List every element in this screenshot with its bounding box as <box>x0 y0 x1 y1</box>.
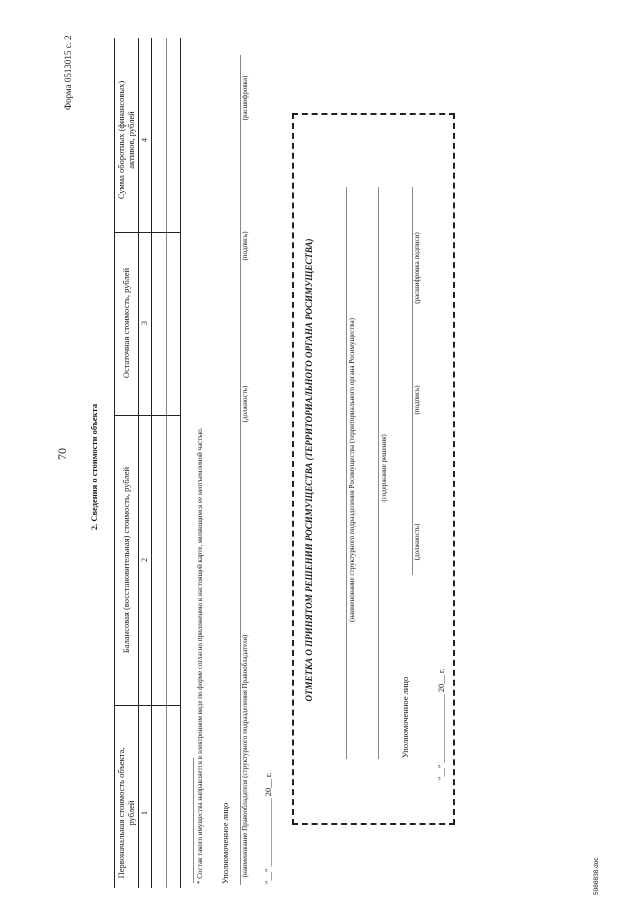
date-line-2: "__" ________________ 20__ г. <box>436 668 446 780</box>
position-caption: (должность) <box>241 385 249 423</box>
decision-box <box>292 113 455 825</box>
decision-box-title: ОТМЕТКА О ПРИНЯТОМ РЕШЕНИИ РОСИМУЩЕСТВА (ТЕРРИТОРИАЛЬНОГО ОРГАНА РОСИМУЩЕСТВА) <box>304 238 314 702</box>
table-numbers-bottom <box>151 38 152 888</box>
decode-caption: (расшифровка) <box>241 75 249 121</box>
footnote: * Состав такого имущества направляется в электронном виде по форме согласно приложению к настоящей карте, являющимся ее неотъемлемой частью. <box>196 427 204 884</box>
org-caption: (наименование Правообладателя (структурного подразделения Правообладателя) <box>241 634 249 878</box>
col-sep-3-4 <box>114 232 180 233</box>
col-number-3: 3 <box>140 321 149 325</box>
col-sep-1-2 <box>114 705 180 706</box>
decision-position-caption: (должность) <box>413 523 421 561</box>
footnote-separator <box>193 758 194 883</box>
decision-authorized-person: Уполномоченное лицо <box>400 676 410 758</box>
col1-header-line2: рублей <box>126 800 136 826</box>
division-caption: (наименование структурного подразделения Росимущества (территориального органа Росимущества) <box>348 318 356 622</box>
date-line-1: "__" ________________ 20__ г. <box>263 772 273 884</box>
col-number-1: 1 <box>140 811 149 815</box>
col-sep-2-3 <box>114 415 180 416</box>
decision-content-line <box>378 187 379 759</box>
decision-decode-caption: (расшифровка подписи) <box>413 232 421 304</box>
doc-id: 5088838.doc <box>593 857 600 895</box>
col3-header: Остаточная стоимость, рублей <box>121 267 131 379</box>
section-title: 2. Сведения о стоимости объекта <box>89 403 99 531</box>
col1-header-line1: Первоначальная стоимость объекта, <box>116 747 126 879</box>
col4-header-line2: активов, рублей <box>126 111 136 169</box>
page-number: 70 <box>55 448 69 460</box>
col-number-4: 4 <box>140 138 149 142</box>
table-border-bottom <box>180 38 181 888</box>
table-row-line <box>166 38 167 888</box>
col2-header: Балансовая (восстановительная) стоимость, рублей <box>121 466 131 654</box>
decision-signature-caption: (подпись) <box>413 385 421 415</box>
signature-caption: (подпись) <box>241 231 249 261</box>
division-line <box>346 187 347 759</box>
form-code: Форма 0513015 с. 2 <box>63 35 73 110</box>
table-border-top <box>114 38 115 888</box>
col4-header-line1: Сумма оборотных (финансовых) <box>116 80 126 200</box>
decision-content-caption: (содержание решения) <box>380 434 388 502</box>
authorized-person-label: Уполномоченное лицо <box>220 802 230 884</box>
col-number-2: 2 <box>140 558 149 562</box>
table-header-bottom <box>138 38 139 888</box>
